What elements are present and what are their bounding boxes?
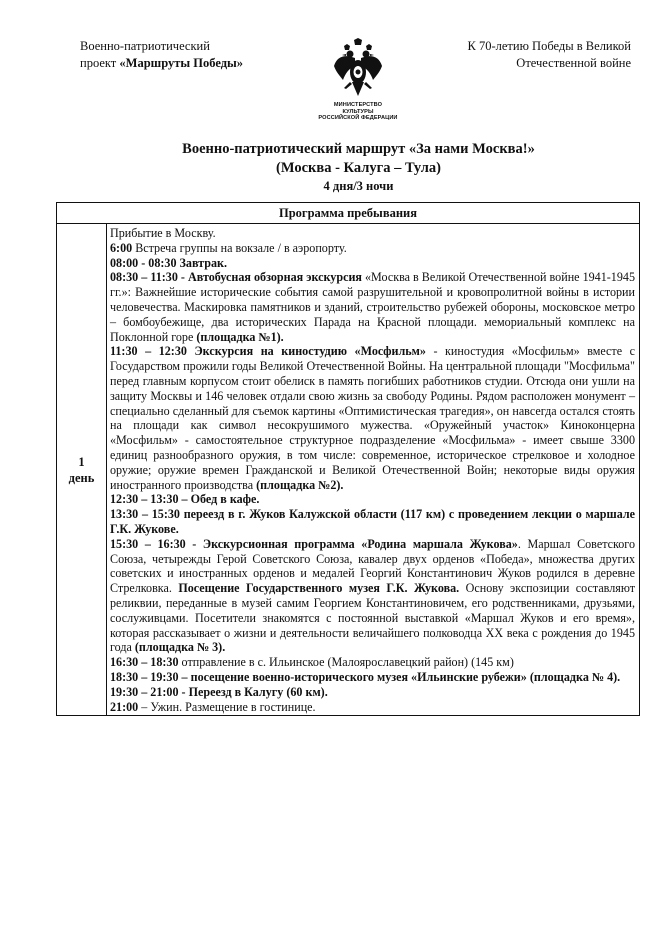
program-item-bold: 19:30 – 21:00 - Переезд в Калугу (60 км). (110, 684, 328, 699)
program-item-bold: (площадка №2). (256, 477, 344, 492)
anniversary-line-1: К 70-летию Победы в Великой (467, 39, 631, 53)
program-item-text: отправление в с. Ильинское (Малоярославецкий район) (145 км) (178, 655, 514, 670)
program-table (56, 202, 640, 716)
program-item-bold: 08:00 - 08:30 Завтрак. (110, 255, 228, 270)
program-item (110, 226, 635, 241)
program-item-bold: 11:30 – 12:30 Экскурсия на киностудию «Мосфильм» (110, 344, 426, 359)
program-item (110, 270, 635, 344)
program-item-bold: 08:30 – 11:30 - Автобусная обзорная экскурсия (110, 270, 362, 285)
program-item (110, 507, 635, 537)
day-word: день (68, 470, 95, 485)
project-header (80, 38, 280, 72)
program-table-header-row (57, 203, 640, 224)
route-subtitle: (Москва - Калуга – Тула) (276, 160, 441, 176)
project-name: «Маршруты Победы» (119, 56, 244, 70)
program-item (110, 492, 635, 507)
program-item-text: Встреча группы на вокзале / в аэропорту. (132, 240, 347, 255)
route-duration: 4 дня/3 ночи (323, 179, 394, 193)
program-item-bold: 21:00 (110, 699, 139, 714)
program-item-bold: Посещение Государственного музея Г.К. Жукова. (178, 581, 460, 596)
program-item-bold: (площадка №1). (196, 329, 284, 344)
program-item-bold: 18:30 – 19:30 – посещение военно-исторического музея «Ильинские рубежи» (площадка № 4). (110, 669, 621, 684)
emblem-caption-line-2: РОССИЙСКОЙ ФЕДЕРАЦИИ (318, 115, 398, 121)
day-number: 1 (78, 454, 85, 469)
program-item (110, 685, 635, 700)
program-item-bold: 12:30 – 13:30 – Обед в кафе. (110, 492, 260, 507)
program-item-bold: 15:30 – 16:30 - Экскурсионная программа «Родина маршала Жукова» (110, 536, 518, 551)
program-item-bold: 16:30 – 18:30 (110, 655, 179, 670)
day-cell (57, 224, 107, 716)
program-item-text: «Москва в Великой Отечественной войне 1941-1945 гг.»: Важнейшие исторические события самой разрушительной и кровопролитной войны в истории человечества. Маскировка памятников и зданий, строительство рубежей обороны, московское метро – бомбоубежище, два исторических Парада на Красной площади. мемориальный комплекс на Поклонной горе (110, 270, 635, 344)
program-item (110, 241, 635, 256)
program-item-text: - киностудия «Мосфильм» вместе с Государством прожили годы Великой Отечественной Войны. На центральной площади "Мосфильма" перед главным корпусом стоит обелиск в память погибших работников студии. Отсюда они ушли на защиту Москвы и 146 человек отдали свою жизнь за свободу Родины. Рядом расположен монумент – специально сделанный для съемок картины «Оптимистическая трагедия», он навсегда остался стоять на площади как символ несокрушимого мужества. «Оружейный участок» Киноконцерна «Мосфильм» - самостоятельное структурное подразделение «Мосфильма» - имеет свыше 3300 единиц разнообразного оружия, в том числе: современное, историческое стрелковое и холодное оружие; оружие времен Гражданской и Великой Отечественной Войн; некоторые виды оружия иностранного производства (110, 344, 635, 492)
program-item (110, 655, 635, 670)
program-lines (110, 226, 635, 714)
project-line-2 (80, 55, 280, 72)
program-item (110, 537, 635, 655)
program-day-row (57, 224, 640, 716)
program-item (110, 344, 635, 492)
emblem-caption (318, 102, 398, 122)
program-item (110, 256, 635, 271)
program-item-text: – Ужин. Размещение в гостинице. (138, 699, 316, 714)
route-title-block (0, 140, 667, 195)
project-line-1: Военно-патриотический (80, 39, 210, 53)
program-item-bold: 13:30 – 15:30 переезд в г. Жуков Калужской области (117 км) с проведением лекции о маршале Г.К. Жукове. (110, 507, 635, 536)
program-item (110, 670, 635, 685)
anniversary-line-2: Отечественной войне (516, 56, 631, 70)
project-prefix: проект (80, 56, 120, 70)
program-table-header: Программа пребывания (57, 203, 640, 224)
double-headed-eagle-icon (333, 38, 383, 100)
program-item-text: Основу экспозиции составляют реликвии, переданные в музей самим Георгием Константиновичем, его родственниками, друзьями, сослуживцами. Посетители знакомятся с постоянной выставкой «Маршал Жуков и его время», которая рассказывает о жизни и деятельности величайшего полководца XX века с рождения до 1945 года (110, 581, 635, 655)
program-cell (107, 224, 640, 716)
program-item-bold: (площадка № 3). (134, 640, 226, 655)
program-item-text: Прибытие в Москву. (110, 226, 216, 240)
anniversary-header (391, 38, 631, 72)
program-item-bold: 6:00 (110, 240, 133, 255)
route-title: Военно-патриотический маршрут «За нами Москва!» (182, 141, 535, 157)
ministry-emblem (318, 38, 398, 122)
emblem-caption-line-1: МИНИСТЕРСТВО КУЛЬТУРЫ (333, 102, 383, 115)
program-item-text: . Маршал Советского Союза, четырежды Герой Советского Союза, кавалер двух орденов «Победа», множества других советских и иностранных орденов и медалей Георгий Константинович Жуков родился в деревне Стрелковка. (110, 536, 636, 596)
program-item (110, 700, 635, 715)
